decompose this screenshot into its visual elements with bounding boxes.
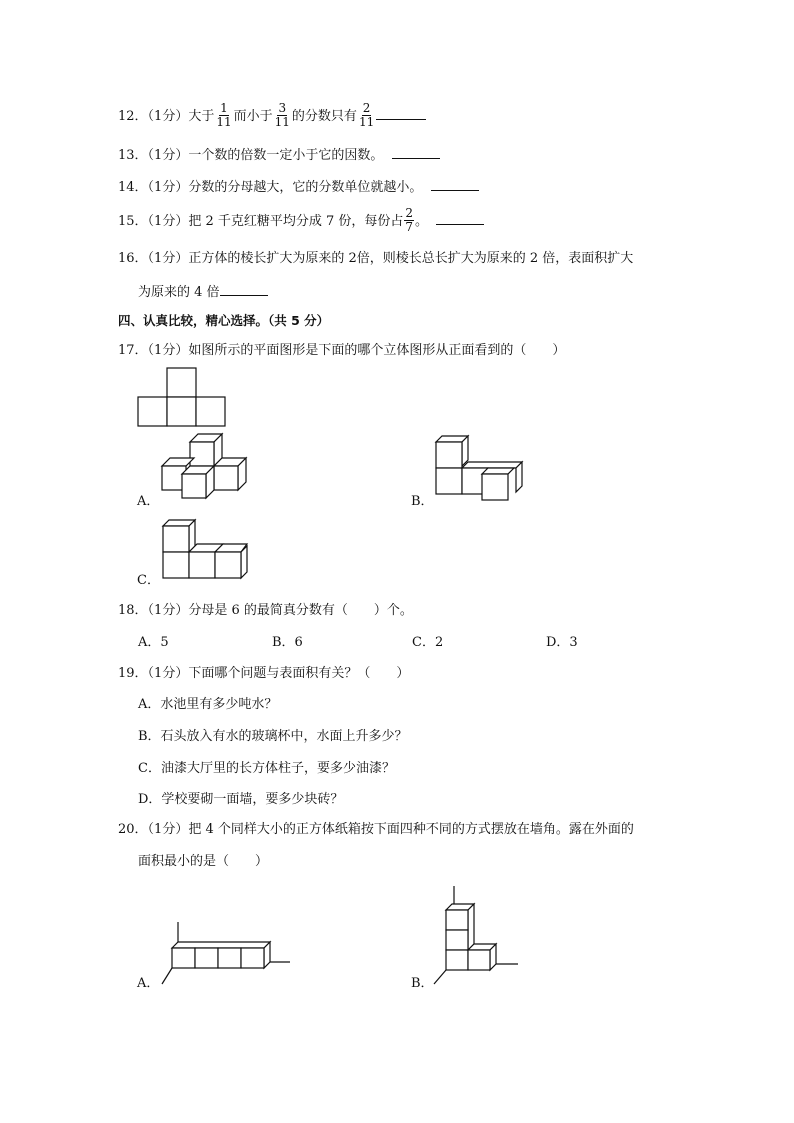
question-number: 20． xyxy=(118,822,148,837)
option-c[interactable]: C．油漆大厅里的长方体柱子，要多少油漆？ xyxy=(138,761,395,776)
option-a-corner-figure xyxy=(160,920,292,988)
question-12 xyxy=(118,103,426,130)
question-text: 把 4 个同样大小的正方体纸箱按下面四种不同的方式摆放在墙角。露在外面的 xyxy=(188,822,634,837)
question-text: 如图所示的平面图形是下面的哪个立体图形从正面看到的（ ） xyxy=(188,343,566,358)
option-b-label[interactable]: B． xyxy=(411,494,434,509)
question-18 xyxy=(118,601,413,621)
option-a[interactable]: A．5 xyxy=(138,635,169,650)
numerator: 2 xyxy=(405,206,414,220)
answer-blank[interactable] xyxy=(431,176,479,191)
fraction xyxy=(404,207,414,234)
question-15 xyxy=(118,208,484,235)
question-20 xyxy=(118,820,634,840)
question-number: 17． xyxy=(118,343,148,358)
question-number: 19． xyxy=(118,666,148,681)
question-text: 一个数的倍数一定小于它的因数。 xyxy=(188,148,384,163)
numerator: 1 xyxy=(220,101,228,115)
option-b-label[interactable]: B． xyxy=(411,976,434,991)
question-number: 12． xyxy=(118,109,148,124)
question-text: 分数的分母越大，它的分数单位就越小。 xyxy=(188,180,423,195)
option-b-solid-figure xyxy=(434,434,526,500)
question-16-cont xyxy=(138,281,268,303)
question-number: 18． xyxy=(118,603,148,618)
option-d[interactable]: D．学校要砌一面墙，要多少块砖？ xyxy=(138,792,344,807)
question-14 xyxy=(118,176,479,198)
option-b-corner-figure xyxy=(428,884,524,988)
question-text: 为原来的 4 倍 xyxy=(138,285,220,300)
question-text: 下面哪个问题与表面积有关？（ ） xyxy=(188,666,410,681)
question-number: 16． xyxy=(118,251,148,266)
question-number: 13． xyxy=(118,148,148,163)
answer-blank[interactable] xyxy=(436,210,484,225)
question-score: （1分） xyxy=(147,822,189,837)
answer-blank[interactable] xyxy=(392,144,440,159)
denominator: 11 xyxy=(274,115,290,129)
section-heading: 四、认真比较，精心选择。（共 5 分） xyxy=(118,313,330,328)
option-a-label[interactable]: A． xyxy=(137,494,160,509)
question-number: 15． xyxy=(118,214,148,229)
option-b[interactable]: B．石头放入有水的玻璃杯中，水面上升多少？ xyxy=(138,729,408,744)
question-number: 14． xyxy=(118,180,148,195)
question-13 xyxy=(118,144,440,166)
option-a-label[interactable]: A． xyxy=(137,976,160,991)
question-text: 大于 xyxy=(188,109,215,124)
question-score: （1分） xyxy=(147,251,189,266)
option-a-solid-figure xyxy=(160,432,252,504)
numerator: 3 xyxy=(278,101,287,115)
denominator: 7 xyxy=(405,220,414,234)
question-score: （1分） xyxy=(147,603,189,618)
question-score: （1分） xyxy=(147,666,189,681)
option-c[interactable]: C．2 xyxy=(412,635,444,650)
answer-blank[interactable] xyxy=(220,281,268,296)
question-text: 的分数只有 xyxy=(291,109,357,124)
question-score: （1分） xyxy=(147,214,189,229)
denominator: 11 xyxy=(358,115,375,129)
question-17 xyxy=(118,341,565,361)
denominator: 11 xyxy=(216,115,232,129)
numerator: 2 xyxy=(362,101,371,115)
option-c-label[interactable]: C． xyxy=(137,573,160,588)
front-view-figure xyxy=(138,368,230,430)
answer-blank[interactable] xyxy=(376,105,426,120)
question-16 xyxy=(118,249,633,269)
option-a[interactable]: A．水池里有多少吨水？ xyxy=(138,697,278,712)
option-b[interactable]: B．6 xyxy=(272,635,303,650)
question-score: （1分） xyxy=(147,109,189,124)
fraction xyxy=(274,102,291,129)
question-text: 正方体的棱长扩大为原来的 2倍，则棱长总长扩大为原来的 2 倍，表面积扩大 xyxy=(188,251,634,266)
question-score: （1分） xyxy=(147,148,189,163)
question-19 xyxy=(118,664,409,684)
question-text: 分母是 6 的最简真分数有（ ）个。 xyxy=(188,603,413,618)
option-c-solid-figure xyxy=(161,518,253,582)
question-text: 把 2 千克红糖平均分成 7 份，每份占 xyxy=(188,214,404,229)
question-score: （1分） xyxy=(147,343,189,358)
question-20-cont: 面积最小的是（ ） xyxy=(138,854,269,869)
question-score: （1分） xyxy=(147,180,189,195)
question-text: 而小于 xyxy=(233,109,273,124)
option-d[interactable]: D．3 xyxy=(546,635,578,650)
fraction xyxy=(358,102,375,129)
question-text: 。 xyxy=(415,214,429,229)
fraction xyxy=(215,102,232,129)
